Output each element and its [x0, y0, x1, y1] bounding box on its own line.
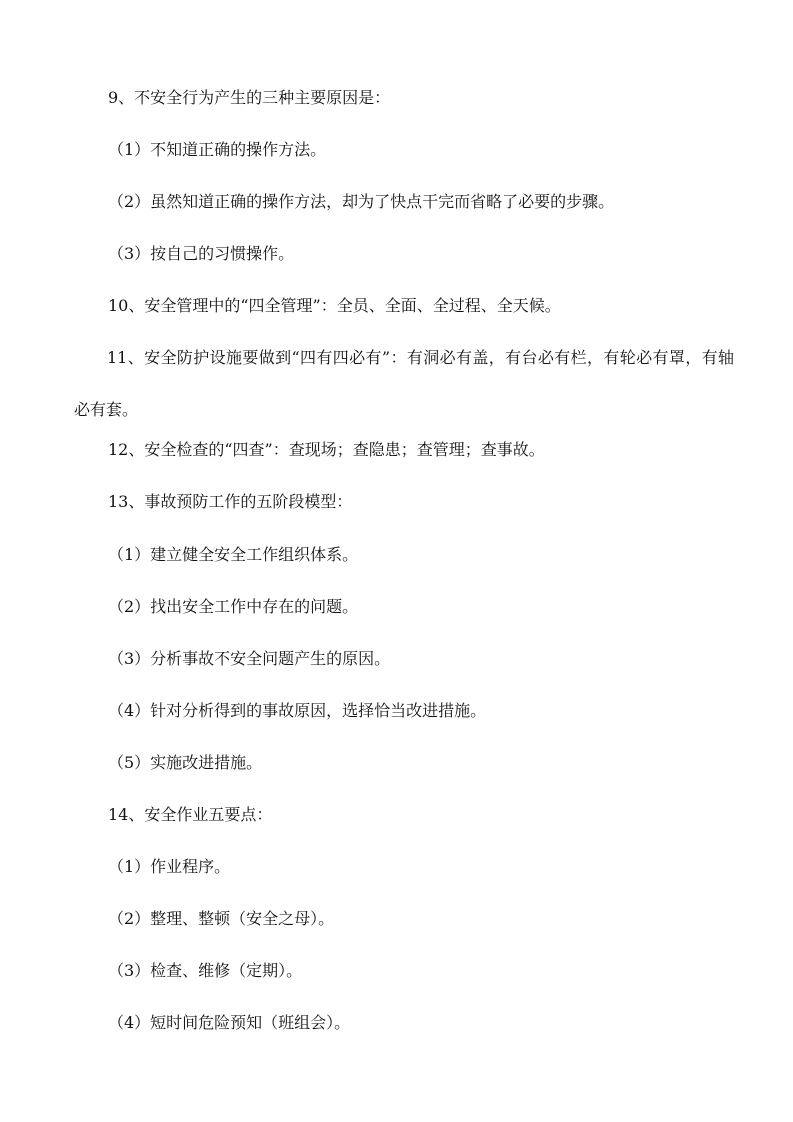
item-13-step-3: （3）分析事故不安全问题产生的原因。: [108, 649, 391, 668]
item-13-heading: 13、事故预防工作的五阶段模型：: [108, 492, 353, 511]
item-13-step-1: （1）建立健全安全工作组织体系。: [108, 545, 359, 564]
item-13-step-4: （4）针对分析得到的事故原因，选择恰当改进措施。: [108, 701, 487, 720]
item-10: 10、安全管理中的“四全管理”：全员、全面、全过程、全天候。: [108, 296, 561, 315]
item-13-step-5: （5）实施改进措施。: [108, 753, 263, 772]
item-9-heading: 9、不安全行为产生的三种主要原因是：: [108, 88, 391, 107]
item-9-reason-1: （1）不知道正确的操作方法。: [108, 140, 327, 159]
item-14-point-2: （2）整理、整顿（安全之母）。: [108, 909, 335, 928]
item-14-point-3: （3）检查、维修（定期）。: [108, 961, 303, 980]
item-9-reason-3: （3）按自己的习惯操作。: [108, 244, 295, 263]
item-14-heading: 14、安全作业五要点：: [108, 805, 273, 824]
item-11: 11、安全防护设施要做到“四有四必有”：有洞必有盖，有台必有栏，有轮必有罩，有轴必有套。: [74, 348, 734, 419]
item-9-reason-2: （2）虽然知道正确的操作方法，却为了快点干完而省略了必要的步骤。: [108, 192, 615, 211]
item-13-step-2: （2）找出安全工作中存在的问题。: [108, 597, 359, 616]
item-12: 12、安全检查的“四查”：查现场；查隐患；查管理；查事故。: [108, 440, 545, 459]
item-14-point-1: （1）作业程序。: [108, 857, 231, 876]
item-14-point-4: （4）短时间危险预知（班组会）。: [108, 1013, 351, 1032]
